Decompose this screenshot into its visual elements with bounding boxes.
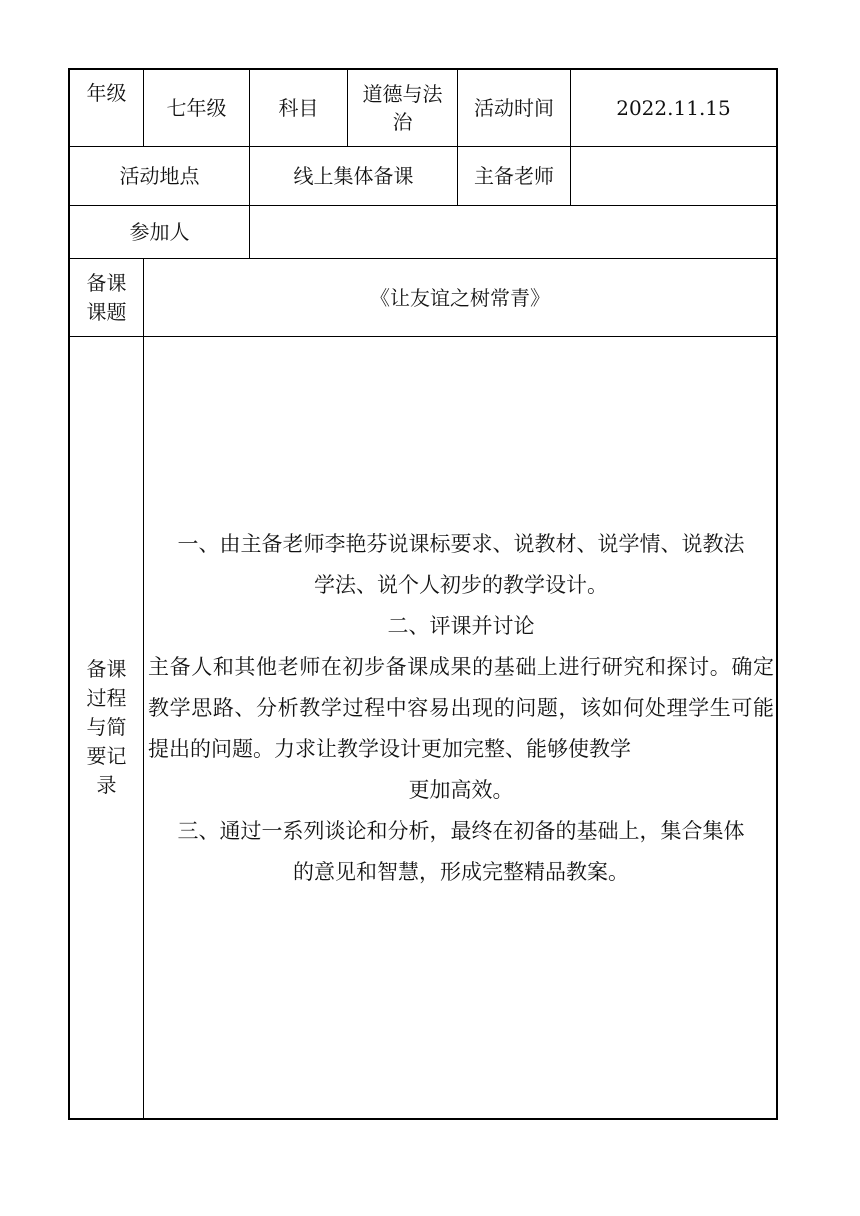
record-label-cell: [70, 337, 143, 1118]
record-paragraph: 二、评课并讨论: [387, 614, 535, 638]
place-value-cell: [250, 147, 457, 205]
activity-record-table: [68, 68, 778, 1120]
record-paragraph: 主备人和其他老师在初步备课成果的基础上进行研究和探讨。确定教学思路、分析教学过程中容易出现的问题，该如何处理学生可能提出的问题。力求让教学设计更加完整、能够使教学: [148, 655, 774, 761]
record-label-line: 备课: [86, 657, 127, 681]
record-paragraph: 三、通过一系列谈论和分析，最终在初备的基础上，集合集体: [177, 819, 745, 843]
row-divider: [68, 336, 778, 337]
record-label-line: 录: [96, 773, 117, 797]
lead-teacher-value-cell: [571, 147, 776, 205]
table-border-bottom: [68, 1118, 778, 1120]
grade-label-cell: [70, 70, 143, 146]
grade-value-cell: [144, 70, 249, 146]
place-label-cell: [70, 147, 249, 205]
grade-label: 年级: [86, 81, 127, 105]
record-label-line: 过程: [86, 686, 127, 710]
record-paragraph: 一、由主备老师李艳芬说课标要求、说教材、说学情、说教法: [177, 532, 745, 556]
participants-label-cell: [70, 206, 249, 258]
process-record-content: [144, 524, 778, 893]
lead-teacher-label: 主备老师: [474, 164, 554, 188]
subject-value-cell: [348, 70, 457, 146]
topic-label: 备课课题: [86, 270, 127, 324]
lesson-topic: 《让友谊之树常青》: [370, 285, 550, 310]
record-paragraph: 的意见和智慧，形成完整精品教案。: [293, 860, 629, 884]
grade-value: 七年级: [166, 96, 227, 120]
participants-label: 参加人: [129, 220, 190, 244]
record-paragraph: 更加高效。: [408, 778, 514, 802]
activity-place-value: 线上集体备课: [293, 164, 414, 188]
topic-label-cell: [70, 259, 143, 336]
topic-value-cell: [144, 259, 776, 336]
subject-value: 道德与法治: [362, 82, 443, 134]
activity-place-label: 活动地点: [119, 164, 200, 188]
activity-time-label: 活动时间: [474, 96, 554, 120]
activity-time-value: 2022.11.15: [616, 96, 731, 120]
subject-label-cell: [250, 70, 347, 146]
time-label-cell: [458, 70, 570, 146]
time-value-cell: [571, 70, 776, 146]
record-label-line: 要记: [86, 744, 127, 768]
record-paragraph: 学法、说个人初步的教学设计。: [314, 573, 608, 597]
participants-value-cell: [250, 206, 776, 258]
lead-teacher-label-cell: [458, 147, 570, 205]
subject-label: 科目: [278, 96, 319, 120]
record-label-line: 与简: [86, 715, 127, 739]
